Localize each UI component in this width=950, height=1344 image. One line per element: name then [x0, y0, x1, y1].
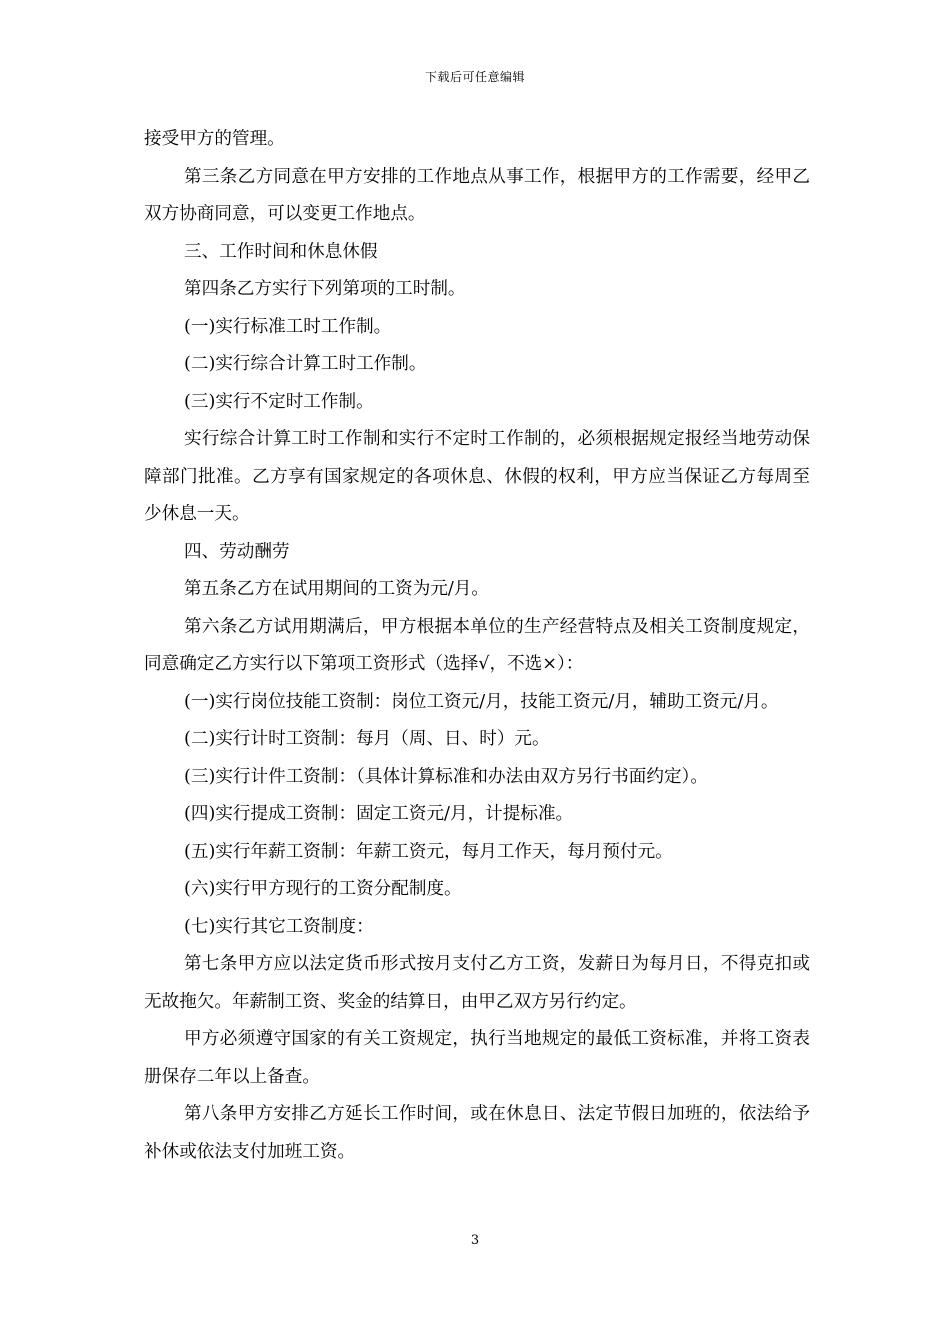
paragraph: 第八条甲方安排乙方延长工作时间，或在休息日、法定节假日加班的，依法给予补休或依法支付加班工资。 [144, 1104, 810, 1162]
paragraph: 接受甲方的管理。 [144, 129, 285, 149]
paragraph: 甲方必须遵守国家的有关工资规定，执行当地规定的最低工资标准，并将工资表册保存二年以上备查。 [144, 1029, 810, 1087]
section-heading: 三、工作时间和休息休假 [184, 241, 378, 262]
list-item: (一)实行标准工时工作制。 [184, 316, 392, 337]
paragraph: 第三条乙方同意在甲方安排的工作地点从事工作，根据甲方的工作需要，经甲乙双方协商同意，可以变更工作地点。 [144, 166, 810, 224]
document-body [144, 121, 810, 1171]
paragraph: 第七条甲方应以法定货币形式按月支付乙方工资，发薪日为每月日，不得克扣或无故拖欠。年薪制工资、奖金的结算日，由甲乙双方另行约定。 [144, 954, 810, 1012]
list-item: (五)实行年薪工资制：年薪工资元，每月工作天，每月预付元。 [184, 841, 673, 862]
list-item: (四)实行提成工资制：固定工资元/月，计提标准。 [184, 804, 574, 824]
page-header-note: 下载后可任意编辑 [424, 70, 525, 84]
list-item: (七)实行其它工资制度： [184, 916, 374, 937]
list-item: (三)实行计件工资制：（具体计算标准和办法由双方另行书面约定）。 [184, 766, 708, 787]
paragraph: 第四条乙方实行下列第项的工时制。 [184, 279, 466, 299]
paragraph: 第六条乙方试用期满后，甲方根据本单位的生产经营特点及相关工资制度规定，同意确定乙方实行以下第项工资形式（选择√，不选×）： [144, 616, 810, 674]
section-heading: 四、劳动酬劳 [184, 541, 290, 562]
paragraph: 第五条乙方在试用期间的工资为元/月。 [184, 579, 490, 599]
list-item: (二)实行计时工资制：每月（周、日、时）元。 [184, 729, 550, 749]
list-item: (一)实行岗位技能工资制：岗位工资元/月，技能工资元/月，辅助工资元/月。 [184, 691, 779, 712]
paragraph: 实行综合计算工时工作制和实行不定时工作制的，必须根据规定报经当地劳动保障部门批准。乙方享有国家规定的各项休息、休假的权利，甲方应当保证乙方每周至少休息一天。 [144, 429, 810, 524]
list-item: (六)实行甲方现行的工资分配制度。 [184, 879, 462, 899]
list-item: (二)实行综合计算工时工作制。 [184, 354, 427, 374]
page-number: 3 [470, 1233, 480, 1248]
list-item: (三)实行不定时工作制。 [184, 391, 374, 412]
